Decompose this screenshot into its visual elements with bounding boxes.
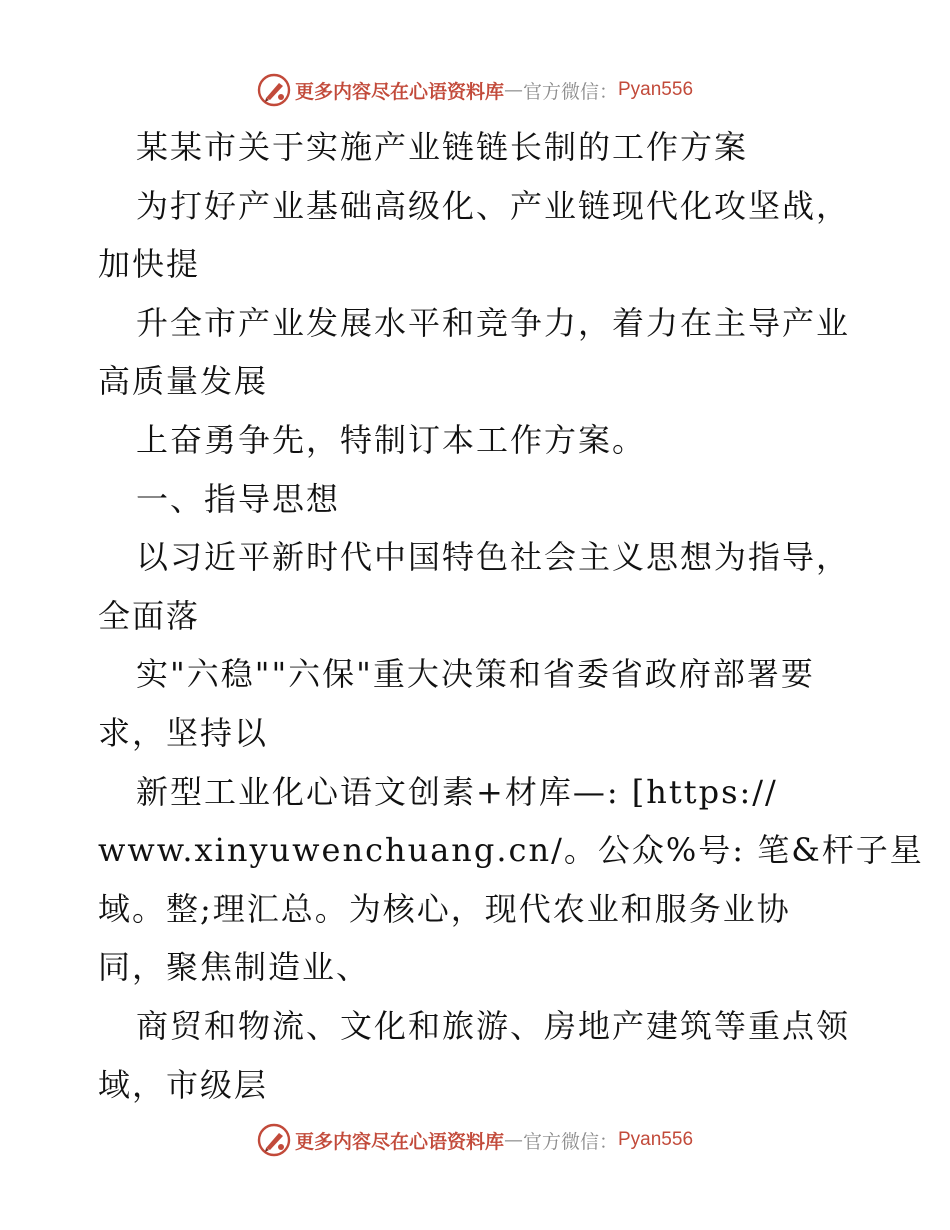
banner-wechat-id: Pyan556 xyxy=(618,1129,694,1150)
text-line: 升全市产业发展水平和竞争力，着力在主导产业 xyxy=(136,303,851,342)
text-line: 加快提 xyxy=(98,245,201,284)
text-line: 高质量发展 xyxy=(98,362,269,401)
pen-logo-icon xyxy=(257,1123,291,1157)
banner-official-label: 官方微信： xyxy=(522,1130,618,1153)
text-line: 某某市关于实施产业链链长制的工作方案 xyxy=(136,128,749,166)
text-line: 域。整;理汇总。为核心，现代农业和服务业协 xyxy=(98,889,791,928)
text-line: 全面落 xyxy=(98,596,201,635)
text-line: 以习近平新时代中国特色社会主义思想为指导， xyxy=(136,538,851,577)
banner-title: 更多内容尽在心语资料库 xyxy=(294,1130,504,1153)
text-line: 新型工业化心语文创素+材库—: [https:// xyxy=(136,772,778,811)
header-banner xyxy=(0,70,950,110)
text-line: 商贸和物流、文化和旅游、房地产建筑等重点领 xyxy=(136,1006,851,1045)
text-line: 实"六稳""六保"重大决策和省委省政府部署要 xyxy=(136,655,815,694)
text-line: www.xinyuwenchuang.cn/。公众%号: 笔&杆子星 xyxy=(98,831,924,870)
text-line: 为打好产业基础高级化、产业链现代化攻坚战， xyxy=(136,186,851,225)
text-line: 求，坚持以 xyxy=(98,713,269,752)
text-line: 同，聚焦制造业、 xyxy=(98,948,371,987)
footer-banner xyxy=(0,1120,950,1160)
banner-dash: — xyxy=(503,1129,523,1151)
text-line: 一、指导思想 xyxy=(136,479,341,518)
banner-wechat-id: Pyan556 xyxy=(618,79,694,100)
document-body xyxy=(98,118,924,1114)
banner-dash: — xyxy=(503,79,523,101)
text-line: 上奋勇争先，特制订本工作方案。 xyxy=(136,420,647,459)
banner-official-label: 官方微信： xyxy=(522,80,618,103)
banner-title: 更多内容尽在心语资料库 xyxy=(294,80,504,103)
text-line: 域，市级层 xyxy=(98,1065,269,1104)
pen-logo-icon xyxy=(257,73,291,107)
